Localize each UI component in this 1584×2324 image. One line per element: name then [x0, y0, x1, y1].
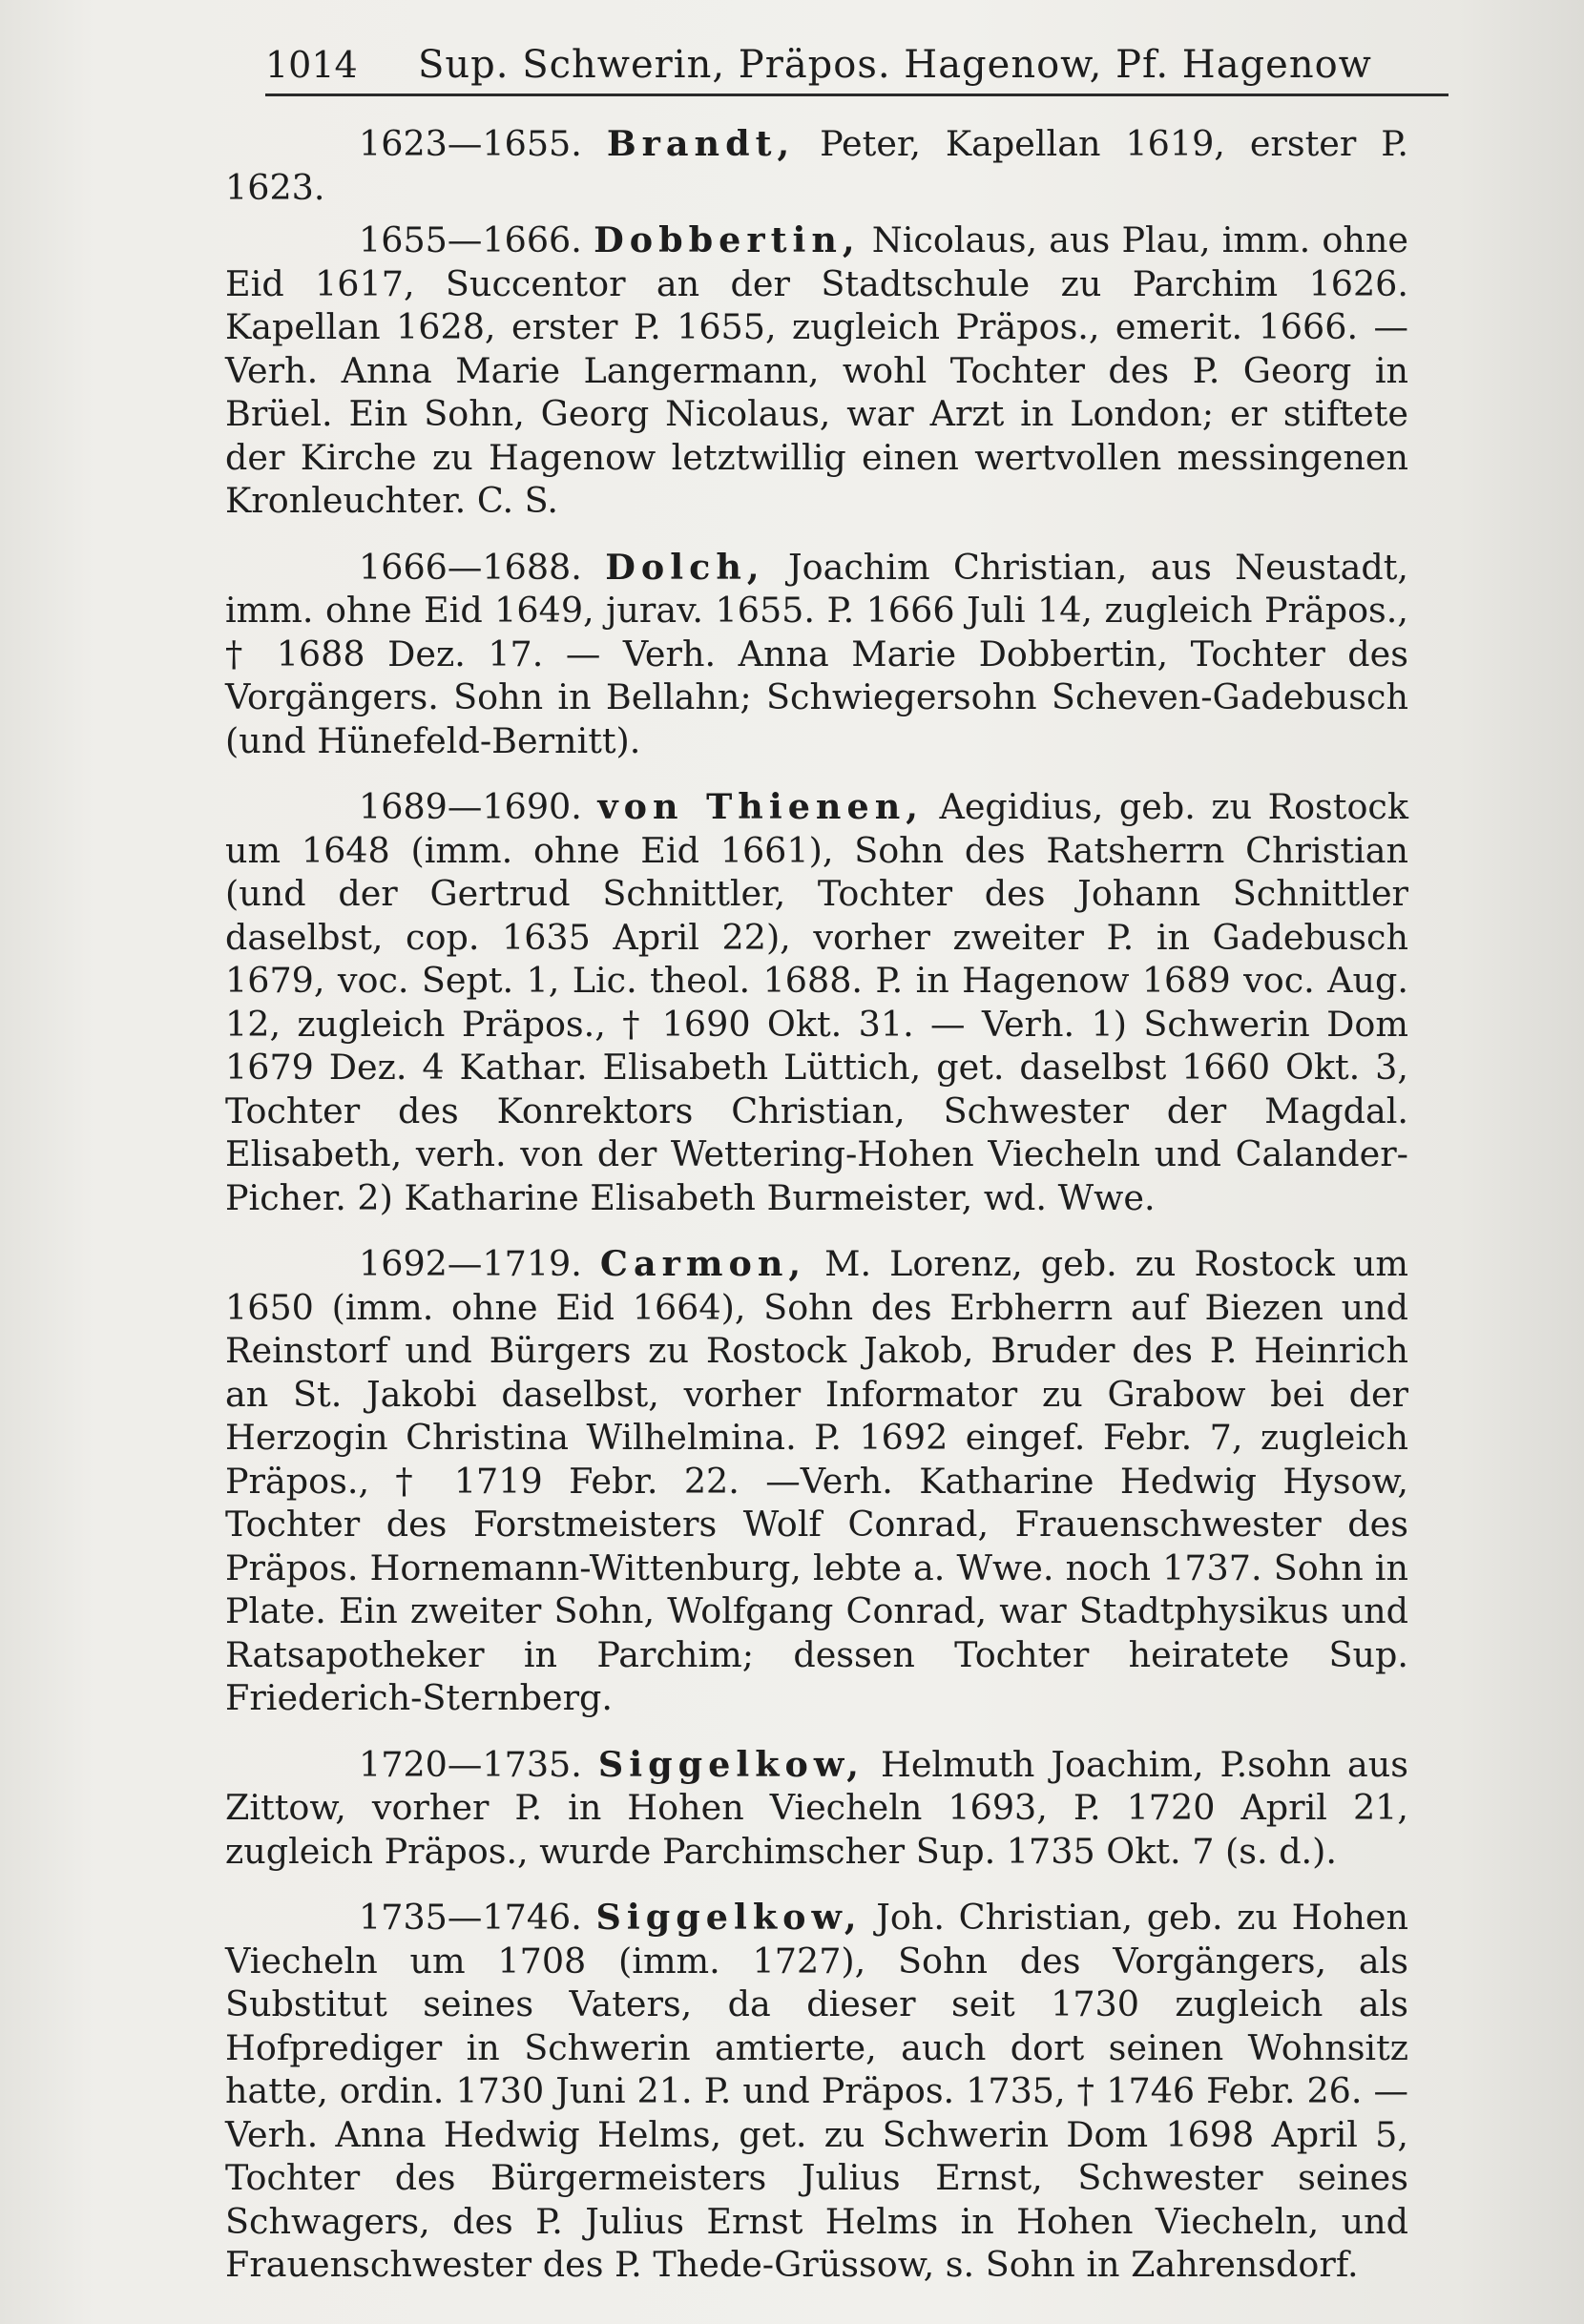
entry-years: 1735—1746. [359, 1897, 582, 1938]
entry-name: Brandt, [606, 123, 796, 164]
entry-text: Joachim Christian, aus Neustadt, imm. ohne Eid 1649, jurav. 1655. P. 1666 Juli 14, zugleich Präpos., † 1688 Dez. 17. — Verh. Anna Marie Dobbertin, Tochter des Vorgängers. Sohn in Bellahn; Schwiegersohn Scheven-Gadebusch (und Hünefeld-Bernitt). [225, 546, 1409, 761]
running-title: Sup. Schwerin, Präpos. Hagenow, Pf. Hagenow [418, 43, 1372, 87]
entry-name: von Thienen, [597, 786, 924, 827]
page-body [225, 122, 1408, 2310]
entry-text: Aegidius, geb. zu Rostock um 1648 (imm. ohne Eid 1661), Sohn des Ratsherrn Christian (und der Gertrud Schnittler, Tochter des Johann Schnittler daselbst, cop. 1635 April 22), vorher zweiter P. in Gadebusch 1679, voc. Sept. 1, Lic. theol. 1688. P. in Hagenow 1689 voc. Aug. 12, zugleich Präpos., † 1690 Okt. 31. — Verh. 1) Schwerin Dom 1679 Dez. 4 Kathar. Elisabeth Lüttich, get. daselbst 1660 Okt. 3, Tochter des Konrektors Christian, Schwester der Magdal. Elisabeth, verh. von der Wettering-Hohen Viecheln und Calander-Picher. 2) Katharine Elisabeth Burmeister, wd. Wwe. [225, 786, 1408, 1218]
entry-name: Siggelkow, [595, 1897, 863, 1938]
page-number: 1014 [265, 44, 358, 86]
entry-years: 1623—1655. [359, 123, 582, 164]
entry-name: Dolch, [605, 546, 765, 588]
pastor-entry [225, 785, 1408, 1219]
entry-name: Carmon, [599, 1243, 807, 1284]
pastor-entry [225, 1896, 1408, 2287]
entry-text: Peter, Kapellan 1619, erster P. 1623. [225, 123, 1409, 208]
entry-text: Helmuth Joachim, P.sohn aus Zittow, vorher P. in Hohen Viecheln 1693, P. 1720 April 21, zugleich Präpos., wurde Parchimscher Sup. 1735 Okt. 7 (s. d.). [225, 1743, 1408, 1872]
pastor-entry [225, 1743, 1408, 1874]
entry-text: M. Lorenz, geb. zu Rostock um 1650 (imm. ohne Eid 1664), Sohn des Erbherrn auf Biezen und Reinstorf und Bürgers zu Rostock Jakob, Bruder des P. Heinrich an St. Jakobi daselbst, vorher Informator zu Grabow bei der Herzogin Christina Wilhelmina. P. 1692 eingef. Febr. 7, zugleich Präpos., † 1719 Febr. 22. —Verh. Katharine Hedwig Hysow, Tochter des Forstmeisters Wolf Conrad, Frauenschwester des Präpos. Hornemann-Wittenburg, lebte a. Wwe. noch 1737. Sohn in Plate. Ein zweiter Sohn, Wolfgang Conrad, war Stadtphysikus und Ratsapotheker in Parchim; dessen Tochter heiratete Sup. Friederich-Sternberg. [225, 1243, 1408, 1718]
entry-text: Joh. Christian, geb. zu Hohen Viecheln um 1708 (imm. 1727), Sohn des Vorgängers, als Substitut seines Vaters, da dieser seit 1730 zugleich als Hofprediger in Schwerin amtierte, auch dort seinen Wohnsitz hatte, ordin. 1730 Juni 21. P. und Präpos. 1735, † 1746 Febr. 26. — Verh. Anna Hedwig Helms, get. zu Schwerin Dom 1698 April 5, Tochter des Bürgermeisters Julius Ernst, Schwester seines Schwagers, des P. Julius Ernst Helms in Hohen Viecheln, und Frauenschwester des P. Thede-Grüssow, s. Sohn in Zahrensdorf. [225, 1897, 1408, 2285]
entry-text: Nicolaus, aus Plau, imm. ohne Eid 1617, Succentor an der Stadtschule zu Parchim 1626. Kapellan 1628, erster P. 1655, zugleich Präpos., emerit. 1666. — Verh. Anna Marie Langermann, wohl Tochter des P. Georg in Brüel. Ein Sohn, Georg Nicolaus, war Arzt in London; er stiftete der Kirche zu Hagenow letztwillig einen wertvollen messingenen Kronleuchter. C. S. [225, 219, 1409, 521]
entry-years: 1692—1719. [359, 1243, 582, 1284]
pastor-entry [225, 1242, 1408, 1720]
entry-name: Dobbertin, [594, 219, 861, 260]
pastor-entry [225, 546, 1408, 763]
pastor-entry [225, 218, 1408, 523]
entry-years: 1689—1690. [359, 786, 582, 827]
entry-name: Siggelkow, [597, 1743, 865, 1785]
entry-years: 1666—1688. [359, 546, 582, 588]
pastor-entry [225, 122, 1408, 209]
entry-years: 1720—1735. [359, 1743, 582, 1785]
entry-years: 1655—1666. [359, 219, 582, 260]
page-header [265, 36, 1449, 96]
